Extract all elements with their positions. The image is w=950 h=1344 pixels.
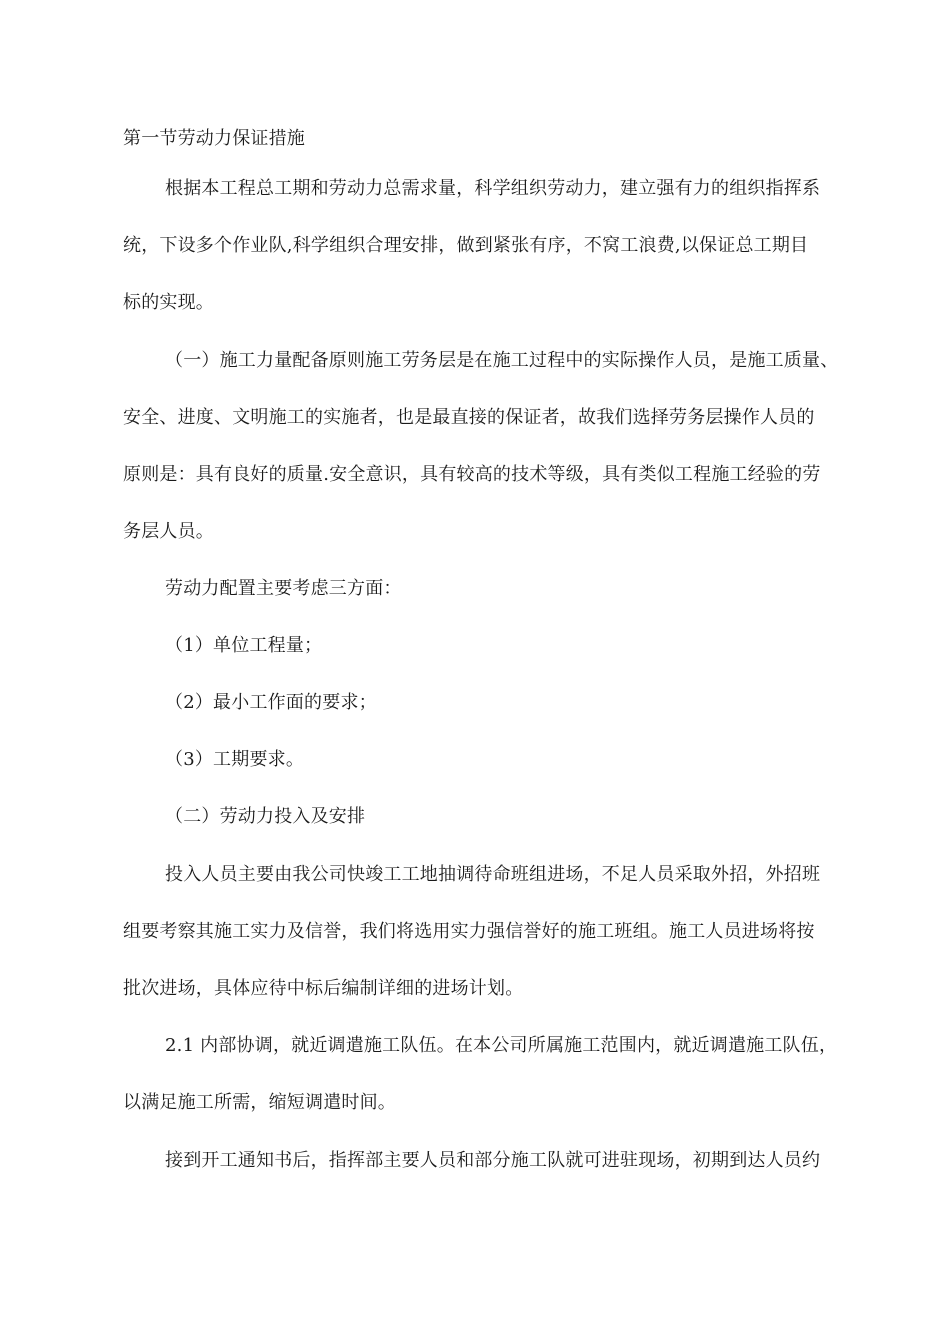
paragraph-line: 投入人员主要由我公司快竣工工地抽调待命班组进场，不足人员采取外招，外招班 xyxy=(165,864,821,885)
paragraph-line: 安全、进度、文明施工的实施者，也是最直接的保证者，故我们选择劳务层操作人员的 xyxy=(123,407,815,428)
subsection-heading: （二）劳动力投入及安排 xyxy=(165,806,366,827)
paragraph-line: 标的实现。 xyxy=(123,292,214,313)
paragraph-line: 务层人员。 xyxy=(123,521,214,542)
section-heading: 第一节劳动力保证措施 xyxy=(123,128,305,149)
list-item: （1）单位工程量； xyxy=(165,635,323,656)
paragraph-line: （一）施工力量配备原则施工劳务层是在施工过程中的实际操作人员，是施工质量、 xyxy=(165,350,839,371)
paragraph-line: 统，下设多个作业队,科学组织合理安排，做到紧张有序，不窝工浪费,以保证总工期目 xyxy=(123,235,809,256)
paragraph-line: 根据本工程总工期和劳动力总需求量，科学组织劳动力，建立强有力的组织指挥系 xyxy=(165,178,821,199)
paragraph-line: 批次进场，具体应待中标后编制详细的进场计划。 xyxy=(123,978,524,999)
paragraph-line: 原则是：具有良好的质量.安全意识，具有较高的技术等级，具有类似工程施工经验的劳 xyxy=(123,464,821,485)
list-item: （3）工期要求。 xyxy=(165,749,305,770)
list-item: （2）最小工作面的要求； xyxy=(165,692,377,713)
paragraph-line: 以满足施工所需，缩短调遣时间。 xyxy=(123,1092,396,1113)
paragraph-line: 2.1 内部协调，就近调遣施工队伍。在本公司所属施工范围内，就近调遣施工队伍， xyxy=(165,1035,838,1056)
paragraph-line: 劳动力配置主要考虑三方面： xyxy=(165,578,402,599)
paragraph-line: 接到开工通知书后，指挥部主要人员和部分施工队就可进驻现场，初期到达人员约 xyxy=(165,1150,821,1171)
paragraph-line: 组要考察其施工实力及信誉，我们将选用实力强信誉好的施工班组。施工人员进场将按 xyxy=(123,921,815,942)
